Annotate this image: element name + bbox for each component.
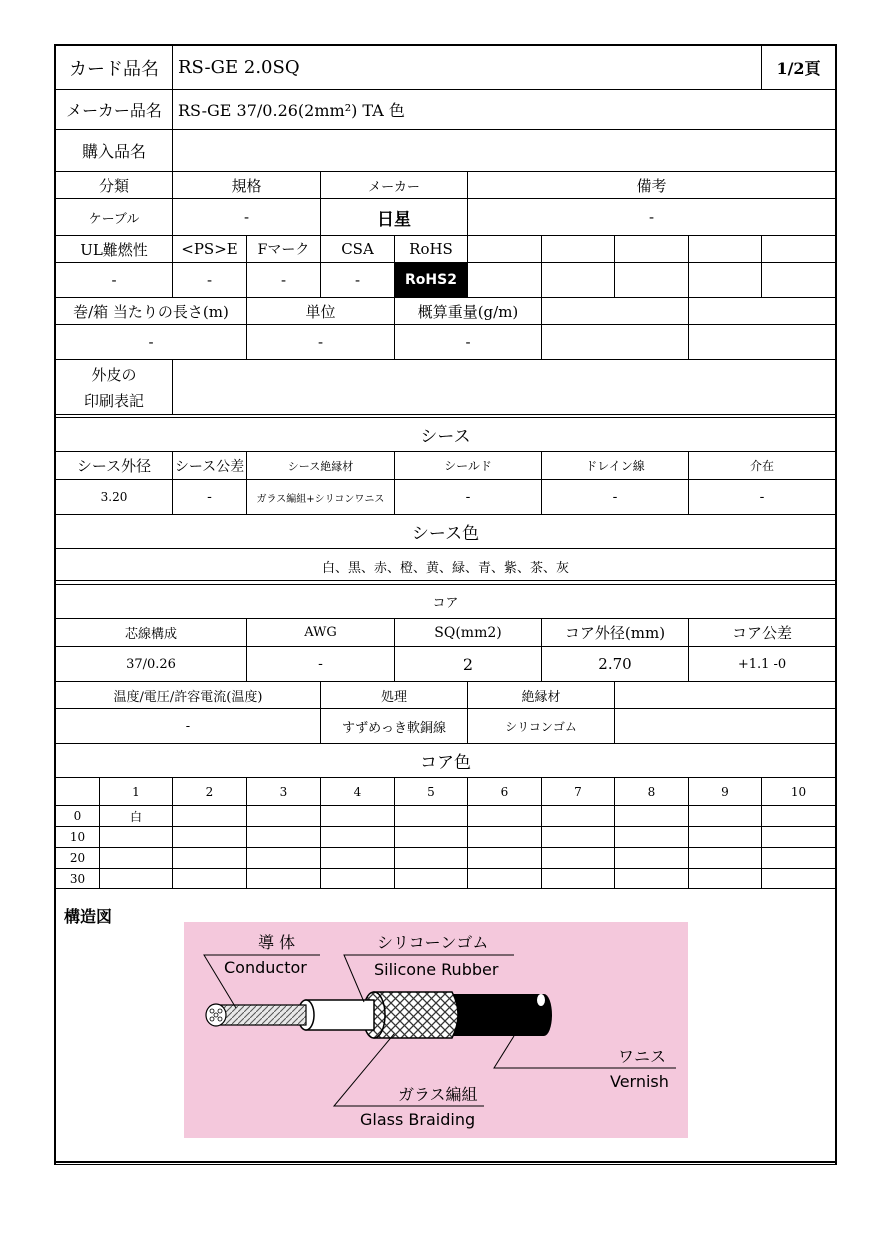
core-header-strand: 芯線構成	[124, 627, 177, 642]
print-label-line2: 印刷表記	[83, 391, 144, 410]
sheath-header-insulation: シース絶縁材	[287, 459, 354, 473]
core-header-od: コア外径(mm)	[564, 624, 666, 642]
core-value-awg: -	[318, 656, 323, 672]
sheath-header-drain: ドレイン線	[585, 459, 645, 473]
class-header-remarks: 備考	[636, 176, 667, 195]
core-color-row-label: 30	[69, 871, 86, 886]
print-label-line1: 外皮の	[91, 365, 137, 384]
sheath-title: シース	[420, 427, 471, 447]
core-value-od: 2.70	[598, 655, 632, 673]
sheath-value-od: 3.20	[100, 490, 128, 504]
maker-name-value: RS-GE 37/0.26(2mm²) TA 色	[178, 101, 405, 120]
class-value-maker: 日星	[377, 209, 411, 230]
length-value-weight: -	[465, 333, 471, 351]
structure-diagram	[184, 922, 688, 1138]
length-value-per-roll: -	[148, 333, 154, 351]
core-value-sq: 2	[462, 654, 474, 674]
std-header-fmark: Fマーク	[257, 242, 310, 258]
class-header-maker: メーカー	[368, 179, 420, 195]
class-value-standard: -	[243, 208, 250, 226]
sheath-value-tolerance: -	[207, 489, 212, 505]
std-header-csa: CSA	[341, 240, 374, 258]
class-value-remarks: -	[648, 208, 655, 226]
core-value-strand: 37/0.26	[126, 656, 176, 672]
sheath-value-filler: -	[759, 489, 765, 505]
std-header-pse: <PS>E	[181, 240, 238, 258]
varnish-layer	[444, 994, 550, 1036]
sheath-value-shield: -	[465, 489, 471, 505]
length-header-per-roll: 巻/箱 当たりの長さ(m)	[73, 302, 229, 321]
sheath-color-list: 白、黒、赤、橙、黄、緑、青、紫、茶、灰	[321, 560, 569, 576]
std-value-rohs-badge: RoHS2	[395, 263, 467, 297]
core-color-col-2: 2	[205, 784, 214, 799]
std-header-ul: UL難燃性	[80, 240, 148, 259]
class-value-category: ケーブル	[88, 211, 140, 227]
core-color-row-label: 10	[69, 830, 86, 844]
core-color-col-6: 6	[500, 784, 509, 799]
purchase-name-value	[174, 130, 834, 171]
std-header-rohs: RoHS	[409, 240, 453, 258]
silicone-label-en: Silicone Rubber	[374, 960, 499, 979]
std-value-csa: -	[354, 271, 361, 289]
structure-title: 構造図	[64, 907, 113, 926]
varnish-label-jp: ワニス	[618, 1047, 667, 1066]
core-color-col-7: 7	[574, 784, 582, 799]
core-color-col-10: 10	[790, 784, 807, 799]
purchase-name-label: 購入品名	[81, 142, 146, 161]
sheath-header-tolerance: シース公差	[174, 458, 245, 475]
core-header-awg: AWG	[304, 625, 337, 640]
length-header-weight: 概算重量(g/m)	[417, 302, 519, 321]
class-header-standard: 規格	[231, 176, 262, 195]
core-header-treatment: 処理	[380, 689, 407, 705]
std-value-pse: -	[206, 271, 213, 289]
silicone-layer	[306, 1000, 374, 1030]
cable-illustration	[184, 922, 688, 1138]
sheath-header-shield: シールド	[444, 459, 492, 473]
core-color-col-1: 1	[132, 784, 140, 799]
conductor-label-jp: 導 体	[258, 933, 296, 952]
length-value-unit: -	[317, 333, 324, 351]
core-header-sq: SQ(mm2)	[434, 624, 502, 641]
core-value-insulation: シリコンゴム	[505, 719, 577, 734]
conductor-label-en: Conductor	[224, 958, 307, 977]
core-header-rating: 温度/電圧/許容電流(温度)	[113, 689, 263, 705]
sheath-value-drain: -	[612, 489, 618, 505]
core-color-col-5: 5	[427, 784, 435, 799]
std-value-fmark: -	[280, 271, 287, 289]
braid-label-en: Glass Braiding	[360, 1110, 476, 1129]
core-color-col-4: 4	[353, 784, 362, 799]
sheath-color-title: シース色	[411, 524, 480, 544]
std-value-ul: -	[111, 271, 117, 289]
core-color-col-9: 9	[721, 784, 729, 799]
varnish-label-en: Vernish	[610, 1072, 669, 1091]
class-header-category: 分類	[98, 176, 129, 195]
core-color-col-8: 8	[647, 784, 656, 799]
core-header-insulation: 絶縁材	[521, 689, 561, 705]
core-color-col-3: 3	[279, 784, 288, 799]
core-value-tolerance: +1.1 -0	[737, 656, 787, 672]
conductor-wires	[218, 1005, 306, 1025]
print-value	[174, 360, 834, 414]
maker-name-label: メーカー品名	[66, 101, 162, 120]
card-name-value: RS-GE 2.0SQ	[178, 57, 300, 78]
glass-braid-layer	[374, 992, 458, 1038]
silicone-label-jp: シリコーンゴム	[377, 933, 489, 952]
core-color-title: コア色	[420, 753, 471, 773]
page-number: 1/2頁	[776, 59, 821, 78]
sheath-header-filler: 介在	[749, 459, 774, 473]
core-color-cell: 白	[129, 809, 142, 824]
core-color-row-label: 20	[69, 851, 86, 865]
braid-label-jp: ガラス編組	[398, 1085, 478, 1104]
core-header-tolerance: コア公差	[731, 624, 792, 642]
core-value-treatment: すずめっき軟銅線	[341, 720, 446, 736]
card-name-label: カード品名	[69, 58, 159, 80]
sheath-header-od: シース外径	[76, 457, 152, 475]
length-header-unit: 単位	[305, 302, 336, 321]
core-value-rating: -	[185, 718, 191, 734]
sheath-value-insulation: ガラス編組+シリコンワニス	[256, 493, 385, 505]
core-title: コア	[432, 596, 459, 611]
core-color-row-label: 0	[73, 809, 82, 823]
